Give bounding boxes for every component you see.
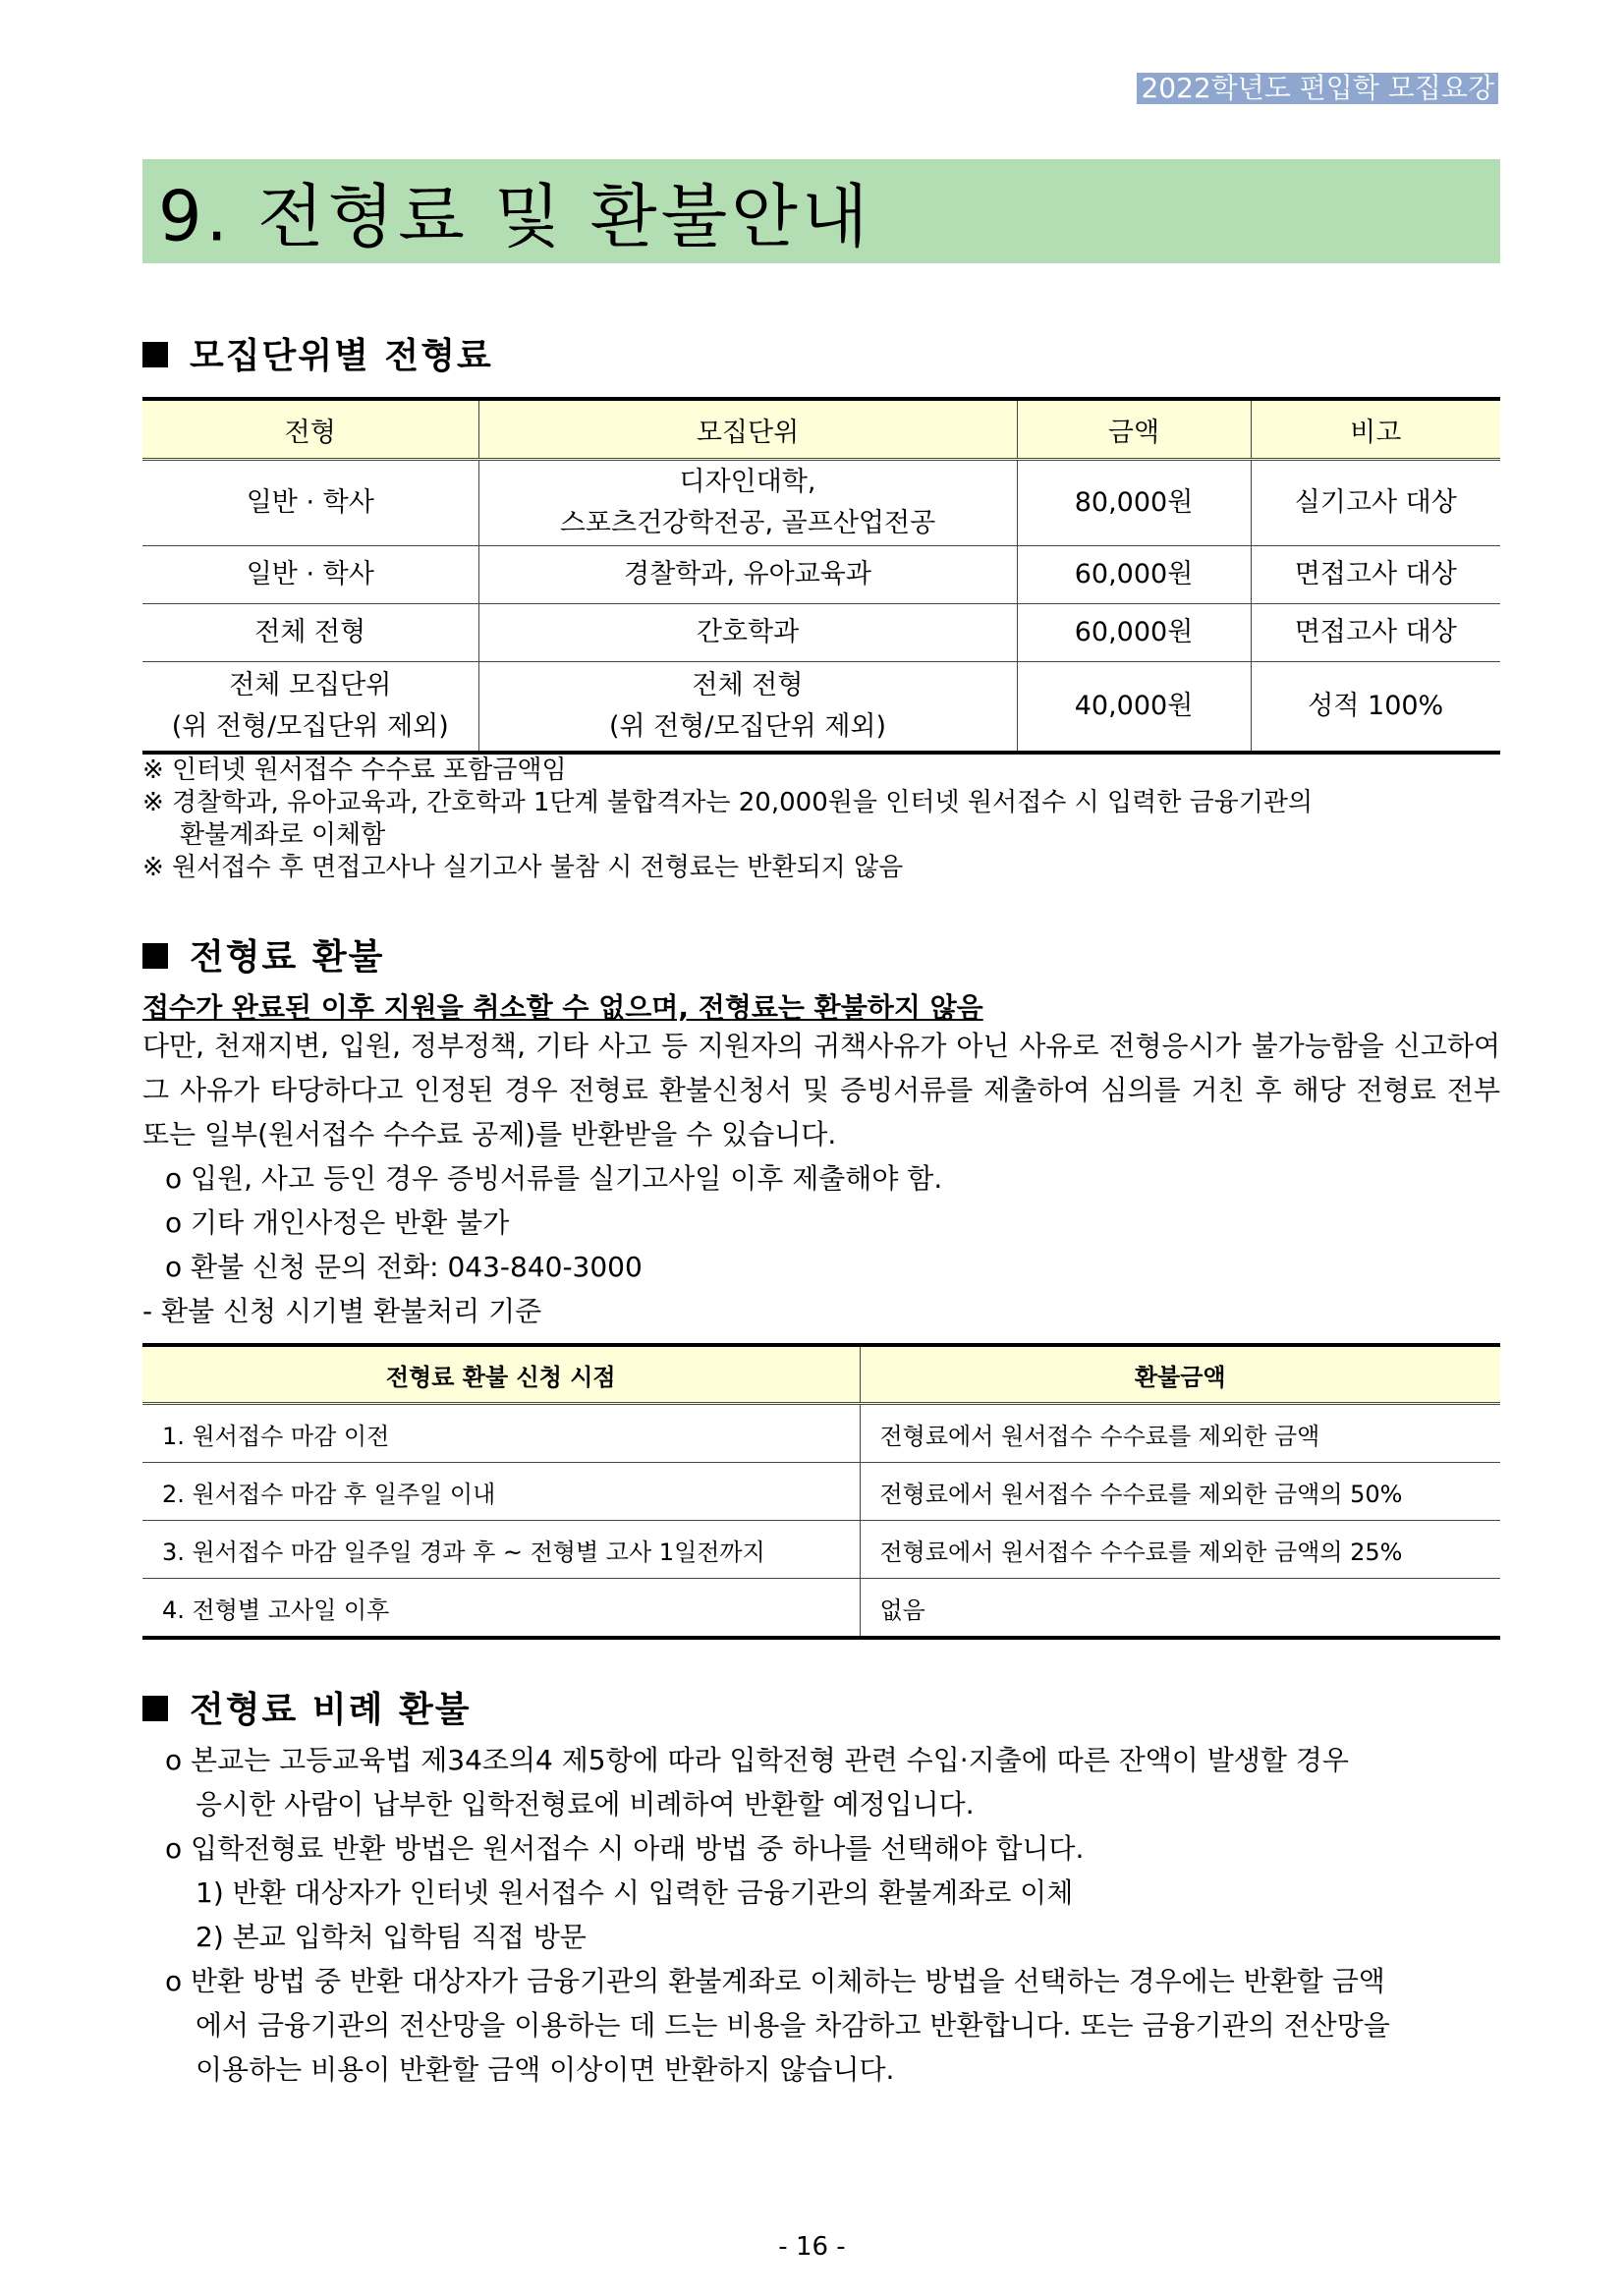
fee-table <box>142 397 1500 755</box>
cell-unit: 디자인대학, 스포츠건강학전공, 골프산업전공 <box>478 460 1017 546</box>
table-header-row <box>142 1345 1500 1404</box>
cell-period: 2. 원서접수 마감 후 일주일 이내 <box>142 1463 860 1521</box>
table-row <box>142 662 1500 753</box>
cell-period: 4. 전형별 고사일 이후 <box>142 1579 860 1639</box>
title-bar <box>142 159 1500 263</box>
cell-note: 면접고사 대상 <box>1251 546 1500 604</box>
note-line: 환불계좌로 이체함 <box>180 820 386 850</box>
table-row <box>142 546 1500 604</box>
table-caption: - 환불 신청 시기별 환불처리 기준 <box>142 1295 542 1327</box>
table-row <box>142 1404 1500 1463</box>
table-row <box>142 1463 1500 1521</box>
bullet-item: o 기타 개인사정은 반환 불가 <box>165 1206 510 1239</box>
table-header-row <box>142 399 1500 460</box>
cell-refund: 전형료에서 원서접수 수수료를 제외한 금액의 25% <box>860 1521 1500 1579</box>
bullet-item: o 입학전형료 반환 방법은 원서접수 시 아래 방법 중 하나를 선택해야 합니다. <box>165 1832 1085 1865</box>
cell-type: 일반 · 학사 <box>142 460 478 546</box>
column-header: 전형료 환불 신청 시점 <box>142 1345 860 1404</box>
table-row <box>142 604 1500 662</box>
section2-heading: 전형료 환불 <box>142 929 384 980</box>
cell-note: 실기고사 대상 <box>1251 460 1500 546</box>
cell-type: 전체 전형 <box>142 604 478 662</box>
square-bullet-icon <box>142 1696 168 1721</box>
header-tag: 2022학년도 편입학 모집요강 <box>1137 73 1498 104</box>
bullet-continuation: 이용하는 비용이 반환할 금액 이상이면 반환하지 않습니다. <box>196 2053 895 2086</box>
cell-period: 1. 원서접수 마감 이전 <box>142 1404 860 1463</box>
table-row <box>142 1579 1500 1639</box>
sub-item: 1) 반환 대상자가 인터넷 원서접수 시 입력한 금융기관의 환불계좌로 이체 <box>196 1876 1074 1909</box>
refund-table <box>142 1343 1500 1640</box>
bullet-continuation: 응시한 사람이 납부한 입학전형료에 비례하여 반환할 예정입니다. <box>196 1788 975 1820</box>
column-header: 비고 <box>1251 399 1500 460</box>
cell-unit: 경찰학과, 유아교육과 <box>478 546 1017 604</box>
cell-type: 일반 · 학사 <box>142 546 478 604</box>
cell-amount: 40,000원 <box>1017 662 1251 753</box>
bullet-item: o 입원, 사고 등인 경우 증빙서류를 실기고사일 이후 제출해야 함. <box>165 1162 943 1195</box>
cell-period: 3. 원서접수 마감 일주일 경과 후 ~ 전형별 고사 1일전까지 <box>142 1521 860 1579</box>
cell-amount: 80,000원 <box>1017 460 1251 546</box>
note-line: ※ 인터넷 원서접수 수수료 포함금액임 <box>142 756 567 785</box>
cell-type: 전체 모집단위 (위 전형/모집단위 제외) <box>142 662 478 753</box>
cell-amount: 60,000원 <box>1017 546 1251 604</box>
cell-refund: 전형료에서 원서접수 수수료를 제외한 금액의 50% <box>860 1463 1500 1521</box>
section1-heading: 모집단위별 전형료 <box>142 328 493 378</box>
cell-note: 성적 100% <box>1251 662 1500 753</box>
column-header: 금액 <box>1017 399 1251 460</box>
refund-policy-statement: 접수가 완료된 이후 지원을 취소할 수 없으며, 전형료는 환불하지 않음 <box>142 991 983 1024</box>
note-line: ※ 원서접수 후 면접고사나 실기고사 불참 시 전형료는 반환되지 않음 <box>142 853 904 882</box>
section3-heading: 전형료 비례 환불 <box>142 1682 472 1732</box>
column-header: 전형 <box>142 399 478 460</box>
page-number: - 16 - <box>778 2232 846 2262</box>
cell-amount: 60,000원 <box>1017 604 1251 662</box>
bullet-item: o 환불 신청 문의 전화: 043-840-3000 <box>165 1251 643 1283</box>
square-bullet-icon <box>142 943 168 969</box>
cell-note: 면접고사 대상 <box>1251 604 1500 662</box>
cell-unit: 전체 전형 (위 전형/모집단위 제외) <box>478 662 1017 753</box>
note-line: ※ 경찰학과, 유아교육과, 간호학과 1단계 불합격자는 20,000원을 인터넷 원서접수 시 입력한 금융기관의 <box>142 788 1314 817</box>
cell-refund: 없음 <box>860 1579 1500 1639</box>
column-header: 환불금액 <box>860 1345 1500 1404</box>
table-row <box>142 1521 1500 1579</box>
cell-unit: 간호학과 <box>478 604 1017 662</box>
page-title: 9. 전형료 및 환불안내 <box>158 176 872 257</box>
bullet-item: o 본교는 고등교육법 제34조의4 제5항에 따라 입학전형 관련 수입·지출에 따른 잔액이 발생할 경우 <box>165 1744 1349 1776</box>
cell-refund: 전형료에서 원서접수 수수료를 제외한 금액 <box>860 1404 1500 1463</box>
refund-paragraph: 다만, 천재지변, 입원, 정부정책, 기타 사고 등 지원자의 귀책사유가 아닌 사유로 전형응시가 불가능함을 신고하여 그 사유가 타당하다고 인정된 경우 전형료 환불신청서 및 증빙서류를 제출하여 심의를 거친 후 해당 전형료 전부 또는 일부(원서접수 수수료 공제)를 반환받을 수 있습니다. <box>142 1030 1500 1150</box>
sub-item: 2) 본교 입학처 입학팀 직접 방문 <box>196 1921 587 1953</box>
bullet-item: o 반환 방법 중 반환 대상자가 금융기관의 환불계좌로 이체하는 방법을 선택하는 경우에는 반환할 금액 <box>165 1965 1385 1997</box>
table-row <box>142 460 1500 546</box>
column-header: 모집단위 <box>478 399 1017 460</box>
square-bullet-icon <box>142 342 168 367</box>
bullet-continuation: 에서 금융기관의 전산망을 이용하는 데 드는 비용을 차감하고 반환합니다. 또는 금융기관의 전산망을 <box>196 2009 1390 2042</box>
